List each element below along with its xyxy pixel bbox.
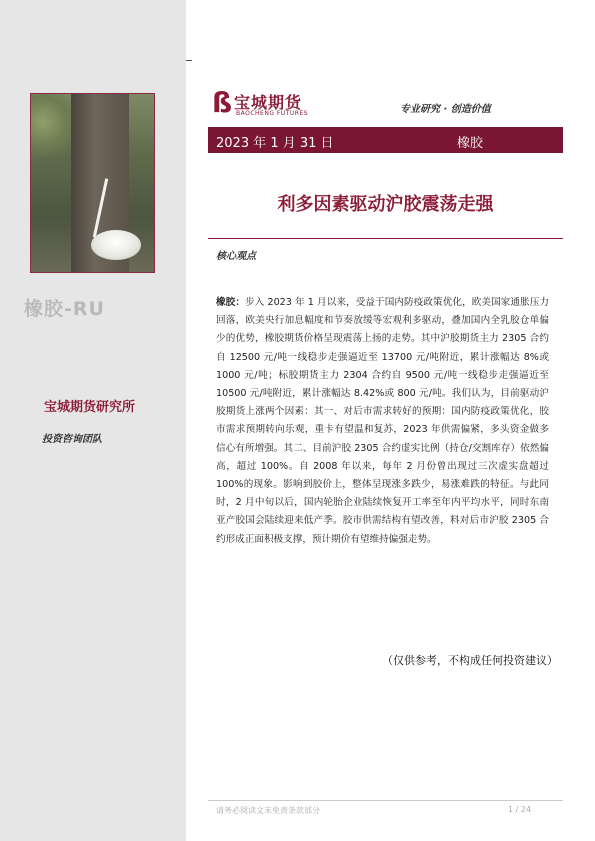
logo-text-cn: 宝城期货	[234, 93, 303, 112]
latex-cup	[91, 230, 141, 260]
footer-divider	[208, 800, 563, 801]
paragraph-lead: 橡胶：	[216, 297, 246, 308]
institute-name: 宝城期货研究所	[44, 400, 136, 415]
report-title: 利多因素驱动沪胶震荡走强	[277, 194, 494, 215]
title-divider	[208, 238, 563, 239]
paragraph-body: 步入 2023 年 1 月以来，受益于国内防疫政策优化，欧美国家通胀压力回落，欧美央行加息幅度和节奏放缓等宏观利多驱动，叠加国内全乳胶仓单偏少的优势，橡胶期货价格呈现震荡上扬的走势。其中沪胶期货主力 2305 合约自 12500 元/吨一线稳步走强逼近至 13700 元/吨附近，累计涨幅达 8%或 1000 元/吨；标胶期货主力 2304 合约自 9500 元/吨一线稳步走强逼近至 10500 元/吨附近，累计涨幅达 8.42%或 800 元/吨。我们认为，目前驱动沪胶期货上涨两个因素：其一、对后市需求转好的预期：国内防疫政策优化，胶市需求预期转向乐观，重卡有望温和复苏，2023 年供需偏紧，多头资金做多信心有所增强。其二、目前沪胶 2305 合约虚实比例（持仓/交割库存）依然偏高，超过 100%。自 2008 年以来，每年 2 月份曾出现过三次虚实盘超过 100%的现象。影响到胶价上，整体呈现涨多跌少，易涨难跌的特征。与此同时，2 月中旬以后，国内轮胎企业陆续恢复开工率至年内平均水平，同时东南亚产胶国会陆续迎来低产季。胶市供需结构有望改善，料对后市沪胶 2305 合约形成正面积极支撑，预计期价有望维持偏强走势。	[216, 297, 550, 545]
page-number: 1 / 24	[508, 805, 532, 814]
foliage	[31, 94, 71, 164]
sidebar	[0, 0, 186, 841]
report-sector: 橡胶	[457, 136, 484, 151]
date-banner	[208, 127, 563, 153]
footer-notice: 请务必阅读文末免责条款部分	[216, 806, 320, 815]
logo-text-en: BAOCHENG FUTURES	[236, 110, 309, 117]
core-view-paragraph	[216, 294, 549, 549]
section-label: 核心观点	[216, 251, 256, 262]
team-name: 投资咨询团队	[42, 434, 102, 445]
logo-mark-icon: ß	[212, 86, 233, 119]
commodity-code: 橡胶-RU	[24, 298, 105, 320]
rubber-tree-photo	[30, 93, 155, 273]
disclaimer: （仅供参考，不构成任何投资建议）	[382, 654, 558, 667]
company-logo	[212, 88, 324, 122]
report-date: 2023 年 1 月 31 日	[216, 136, 334, 151]
header-tick	[186, 60, 192, 61]
slogan: 专业研究 · 创造价值	[400, 104, 491, 115]
